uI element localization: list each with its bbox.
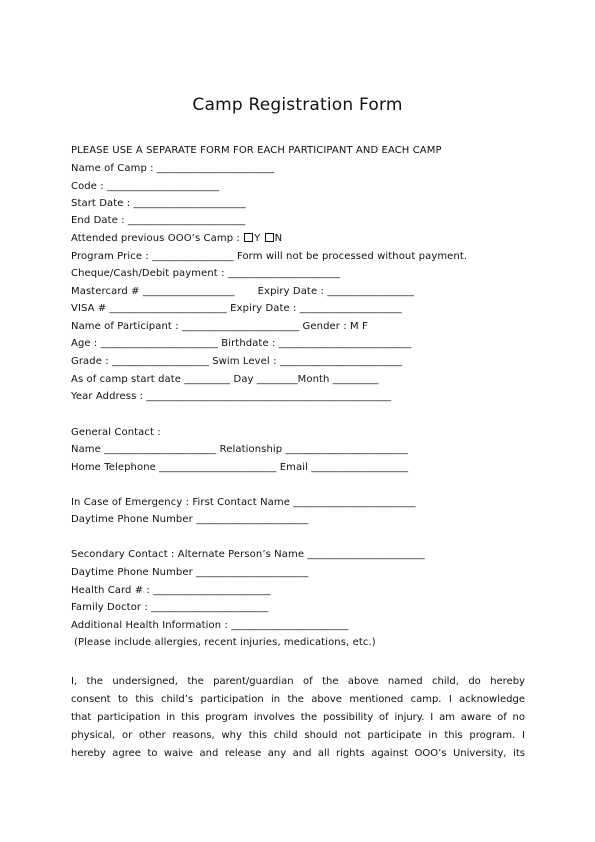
program-price-field[interactable]: Program Price : ________________ Form will not be processed without payment. xyxy=(71,251,468,262)
secondary-phone-field[interactable]: Daytime Phone Number ______________________ xyxy=(71,567,309,578)
secondary-contact-field[interactable]: Secondary Contact : Alternate Person’s Name _______________________ xyxy=(71,549,425,560)
consent-line: that participation in this program involves the possibility of injury. I am aware of no xyxy=(71,712,525,723)
yes-label: Y xyxy=(254,233,261,244)
start-date-field[interactable]: Start Date : ______________________ xyxy=(71,198,246,209)
year-address-field[interactable]: Year Address : ________________________________________________ xyxy=(71,391,392,402)
participant-name-field[interactable]: Name of Participant : _______________________ Gender : M F xyxy=(71,321,368,332)
health-info-note: (Please include allergies, recent injuries, medications, etc.) xyxy=(74,637,376,648)
camp-start-date-field[interactable]: As of camp start date _________ Day ________Month _________ xyxy=(71,374,379,385)
page-title: Camp Registration Form xyxy=(192,95,403,115)
code-field[interactable]: Code : ______________________ xyxy=(71,181,220,192)
contact-name-field[interactable]: Name ______________________ Relationship ________________________ xyxy=(71,444,408,455)
emergency-contact-field[interactable]: In Case of Emergency : First Contact Name ________________________ xyxy=(71,497,416,508)
attended-label: Attended previous OOO’s Camp : xyxy=(71,233,240,244)
health-info-field[interactable]: Additional Health Information : _______________________ xyxy=(71,620,349,631)
payment-method-field[interactable]: Cheque/Cash/Debit payment : ______________________ xyxy=(71,268,341,279)
name-of-camp-field[interactable]: Name of Camp : _______________________ xyxy=(71,163,275,174)
health-card-field[interactable]: Health Card # : _______________________ xyxy=(71,585,271,596)
consent-line: I, the undersigned, the parent/guardian of the above named child, do hereby xyxy=(71,676,525,687)
no-checkbox[interactable] xyxy=(265,233,274,242)
mastercard-field[interactable]: Mastercard # __________________ Expiry Date : _________________ xyxy=(71,286,414,297)
general-contact-heading: General Contact : xyxy=(71,427,161,438)
home-telephone-field[interactable]: Home Telephone _______________________ Email ___________________ xyxy=(71,462,409,473)
instruction-line: PLEASE USE A SEPARATE FORM FOR EACH PARTICIPANT AND EACH CAMP xyxy=(71,145,442,156)
visa-field[interactable]: VISA # _______________________ Expiry Date : ____________________ xyxy=(71,303,402,314)
yes-checkbox[interactable] xyxy=(244,233,253,242)
no-label: N xyxy=(274,233,283,244)
end-date-field[interactable]: End Date : _______________________ xyxy=(71,215,246,226)
emergency-phone-field[interactable]: Daytime Phone Number ______________________ xyxy=(71,514,309,525)
consent-line: consent to this child’s participation in the above mentioned camp. I acknowledge xyxy=(71,694,525,705)
family-doctor-field[interactable]: Family Doctor : _______________________ xyxy=(71,602,269,613)
consent-line: physical, or other reasons, why this child should not participate in this program. I xyxy=(71,730,525,741)
age-birthdate-field[interactable]: Age : _______________________ Birthdate : __________________________ xyxy=(71,338,412,349)
consent-paragraph xyxy=(71,673,525,763)
grade-swim-level-field[interactable]: Grade : ___________________ Swim Level : ________________________ xyxy=(71,356,403,367)
attended-previous-camp-row xyxy=(71,233,282,245)
consent-line: hereby agree to waive and release any and all rights against OOO’s University, its xyxy=(71,748,525,759)
